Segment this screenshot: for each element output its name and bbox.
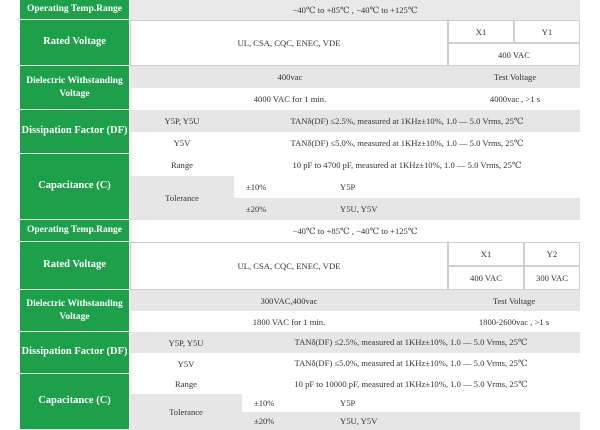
cap-range-label: Range: [130, 154, 234, 176]
df-value-1: TANδ(DF) ≤2.5%, measured at 1KHz±10%, 1.0 — 5.0 Vrms, 25℃: [242, 332, 580, 353]
temp-range-value: −40℃ to +85℃ , −40℃ to +125℃: [130, 220, 580, 242]
cap-tol-2-type: Y5U, Y5V: [328, 198, 580, 220]
dielectric-value-3: 4000vac , >1 s: [450, 88, 580, 110]
voltage-value: 400 VAC: [448, 43, 580, 66]
capacitance-label: Capacitance (C): [20, 374, 130, 430]
voltage-col-x1: X1: [448, 20, 514, 43]
cap-tol-1-type: Y5P: [328, 394, 580, 412]
dielectric-test-label: Test Voltage: [448, 290, 580, 311]
rated-voltage-label: Rated Voltage: [20, 20, 130, 66]
df-value-2: TANδ(DF) ≤5.0%, measured at 1KHz±10%, 1.0 — 5.0 Vrms, 25℃: [242, 353, 580, 374]
df-type-1: Y5P, Y5U: [130, 332, 242, 353]
dielectric-label: Dielectric Withstanding Voltage: [20, 290, 130, 332]
cap-tolerance-label: Tolerance: [130, 176, 234, 220]
dielectric-value-2: 4000 VAC for 1 min.: [130, 88, 450, 110]
voltage-value-x1: 400 VAC: [448, 266, 524, 290]
cap-tol-1: ±10%: [242, 394, 328, 412]
cap-range-label: Range: [130, 374, 242, 394]
rated-voltage-certs: UL, CSA, CQC, ENEC, VDE: [130, 20, 448, 66]
capacitance-label: Capacitance (C): [20, 154, 130, 220]
dielectric-value-2: 1800 VAC for 1 min.: [130, 311, 448, 332]
dielectric-row: [20, 290, 580, 332]
voltage-col-y1: Y1: [514, 20, 580, 43]
dielectric-test-label: Test Voltage: [450, 66, 580, 88]
temp-range-row: [20, 0, 580, 20]
dielectric-row: [20, 66, 580, 110]
cap-tolerance-label: Tolerance: [130, 394, 242, 430]
dielectric-value-3: 1800-2600vac , >1 s: [448, 311, 580, 332]
rated-voltage-certs: UL, CSA, CQC, ENEC, VDE: [130, 242, 448, 290]
df-type-2: Y5V: [130, 132, 234, 154]
dielectric-label: Dielectric Withstanding Voltage: [20, 66, 130, 110]
dielectric-value-1: 400vac: [130, 66, 450, 88]
rated-voltage-row: [20, 20, 580, 66]
rated-voltage-row: [20, 242, 580, 290]
df-value-2: TANδ(DF) ≤5.0%, measured at 1KHz±10%, 1.0 — 5.0 Vrms, 25℃: [234, 132, 580, 154]
dielectric-value-1: 300VAC,400vac: [130, 290, 448, 311]
voltage-value-y2: 300 VAC: [524, 266, 580, 290]
cap-range-value: 10 pF to 4700 pF, measured at 1KHz±10%, 1.0 — 5.0 Vrms, 25℃: [234, 154, 580, 176]
capacitance-row: [20, 374, 580, 430]
temp-range-row: [20, 220, 580, 242]
df-value-1: TANδ(DF) ≤2.5%, measured at 1KHz±10%, 1.0 — 5.0 Vrms, 25℃: [234, 110, 580, 132]
temp-range-label: Operating Temp.Range: [20, 0, 130, 20]
cap-tol-1: ±10%: [234, 176, 328, 198]
cap-tol-2-type: Y5U, Y5V: [328, 412, 580, 430]
cap-range-value: 10 pF to 10000 pF, measured at 1KHz±10%, 1.0 — 5.0 Vrms, 25℃: [242, 374, 580, 394]
voltage-col-y2: Y2: [524, 242, 580, 266]
df-type-1: Y5P, Y5U: [130, 110, 234, 132]
temp-range-label: Operating Temp.Range: [20, 220, 130, 242]
cap-tol-2: ±20%: [242, 412, 328, 430]
df-label: Dissipation Factor (DF): [20, 110, 130, 154]
temp-range-value: −40℃ to +85℃ , −40℃ to +125℃: [130, 0, 580, 20]
df-row: [20, 332, 580, 374]
rated-voltage-label: Rated Voltage: [20, 242, 130, 290]
df-type-2: Y5V: [130, 353, 242, 374]
cap-tol-2: ±20%: [234, 198, 328, 220]
df-label: Dissipation Factor (DF): [20, 332, 130, 374]
voltage-col-x1: X1: [448, 242, 524, 266]
cap-tol-1-type: Y5P: [328, 176, 580, 198]
capacitance-row: [20, 154, 580, 220]
df-row: [20, 110, 580, 154]
